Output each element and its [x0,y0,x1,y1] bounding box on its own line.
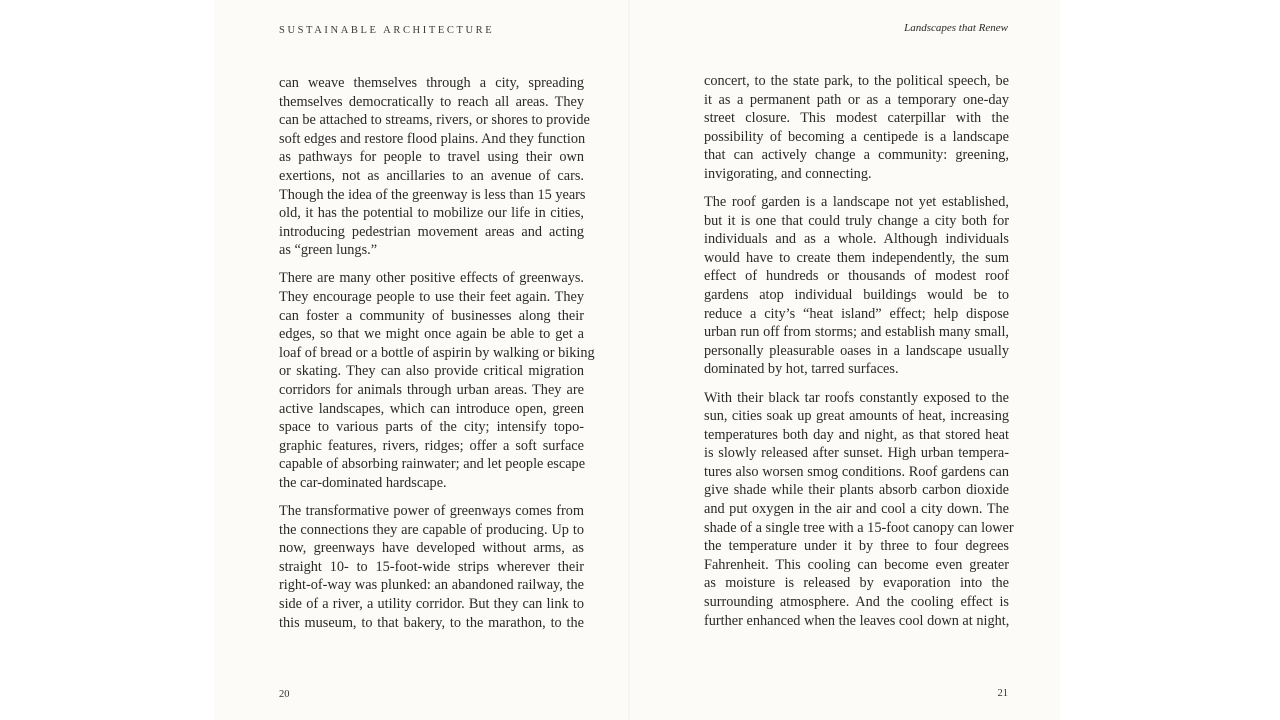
running-head: Landscapes that Renew [904,22,1008,34]
text-line: reduce a city’s “heat island” effect; help dispose [704,305,1009,322]
text-line: tures also worsen smog conditions. Roof gardens can [704,463,1009,480]
paragraph [704,193,1009,379]
running-head: SUSTAINABLE ARCHITECTURE [279,25,495,36]
text-line: the connections they are capable of producing. Up to [279,521,584,538]
text-line: can foster a community of businesses along their [279,307,584,324]
text-line: now, greenways have developed without arms, as [279,540,584,557]
text-line: and put oxygen in the air and cool a city down. The [704,501,1009,518]
text-line: concert, to the state park, to the political speech, be [704,73,1009,89]
text-line: urban run off from storms; and establish many small, [704,324,1009,341]
text-line: capable of absorbing rainwater; and let people escape [279,456,586,473]
text-line: as moisture is released by evaporation into the [704,575,1009,592]
text-line: side of a river, a utility corridor. But they can link to [279,596,584,613]
text-line: Though the idea of the greenway is less than 15 years [279,186,586,203]
body-text [279,74,595,642]
text-line: exertions, not as ancillaries to an avenue of cars. [279,167,584,184]
text-line: With their black tar roofs constantly exposed to the [704,389,1009,406]
text-line: sun, cities soak up great amounts of heat, increasing [704,408,1009,425]
text-line: that can actively change a community: greening, [704,147,1009,164]
text-line: the car-dominated hardscape. [279,474,447,491]
text-line: as pathways for people to travel using their own [279,149,584,166]
text-line: the temperature under it by three to four degrees [704,538,1009,555]
text-line: straight 10- to 15-foot-wide strips wherever their [279,558,584,575]
text-line: dominated by hot, tarred surfaces. [704,361,899,378]
text-line: is slowly released after sunset. High urban tempera- [704,445,1009,462]
left-page [214,0,630,720]
body-text [704,72,1014,640]
text-line: loaf of bread or a bottle of aspirin by walking or biking [279,344,595,361]
page-number: 21 [997,688,1008,699]
text-line: shade of a single tree with a 15-foot canopy can lower [704,519,1014,536]
text-line: but it is one that could truly change a city both for [704,212,1009,229]
text-line: right-of-way was plunked: an abandoned railway, the [279,577,584,594]
text-line: old, it has the potential to mobilize our life in cities, [279,205,584,222]
text-line: active landscapes, which can introduce open, green [279,400,584,417]
text-line: possibility of becoming a centipede is a landscape [704,128,1009,145]
paragraph [279,502,584,632]
text-line: individuals and as a whole. Although individuals [704,231,1009,248]
text-line: further enhanced when the leaves cool down at night, [704,612,1010,629]
text-line: corridors for animals through urban areas. They are [279,382,584,398]
paragraph [279,269,595,492]
text-line: edges, so that we might once again be able to get a [279,326,584,343]
text-line: The roof garden is a landscape not yet established, [704,194,1009,211]
paragraph [704,72,1009,184]
text-line: There are many other positive effects of greenways. [279,270,584,287]
text-line: personally pleasurable oases in a landscape usually [704,342,1009,359]
text-line: space to various parts of the city; intensify topo- [279,419,584,436]
text-line: it as a permanent path or as a temporary one-day [704,91,1009,108]
text-line: themselves democratically to reach all areas. They [279,93,584,110]
paragraph [704,389,1014,631]
right-page [630,0,1060,720]
text-line: effect of hundreds or thousands of modest roof [704,268,1009,285]
text-line: can be attached to streams, rivers, or shores to provide [279,112,590,129]
page-number: 20 [279,689,290,700]
text-line: introducing pedestrian movement areas and acting [279,223,584,240]
text-line: would have to create them independently, the sum [704,249,1009,266]
text-line: soft edges and restore flood plains. And they function [279,130,586,147]
text-line: gardens atop individual buildings would be to [704,287,1009,304]
text-line: Fahrenheit. This cooling can become even greater [704,556,1009,573]
text-line: or skating. They can also provide critical migration [279,363,584,380]
text-line: They encourage people to use their feet again. They [279,289,584,306]
text-line: this museum, to that bakery, to the marathon, to the [279,614,584,631]
text-line: surrounding atmosphere. And the cooling effect is [704,594,1009,611]
text-line: as “green lungs.” [279,242,378,259]
text-line: can weave themselves through a city, spreading [279,75,584,91]
text-line: The transformative power of greenways comes from [279,503,584,520]
text-line: give shade while their plants absorb carbon dioxide [704,482,1009,499]
text-line: street closure. This modest caterpillar with the [704,110,1009,127]
text-line: temperatures both day and night, as that stored heat [704,426,1009,443]
text-line: invigorating, and connecting. [704,165,872,182]
paragraph [279,74,590,260]
text-line: graphic features, rivers, ridges; offer a soft surface [279,437,584,454]
